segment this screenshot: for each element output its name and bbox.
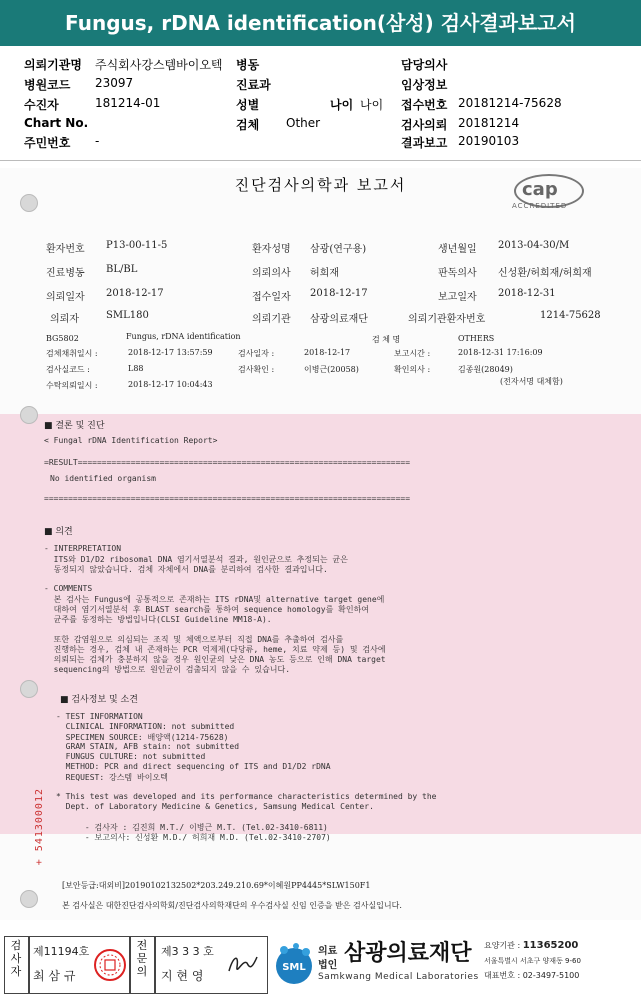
signature-footer [0,932,641,1000]
text-line: 진행하는 경우, 검체 내 존재하는 PCR 억제제(다당류, heme, 치료 약제 등) 및 검사에 [44,645,386,654]
doctor-name: 지 현 영 [161,969,204,983]
info-value: P13-00-11-5 [106,240,168,251]
label-specimen: 검체 [236,118,260,132]
text-line: FUNGUS CULTURE: not submitted [56,752,206,761]
org-english-name: Samkwang Medical Laboratories [318,972,479,982]
value-patient: 181214-01 [95,96,161,110]
inspector-name: 최 삼 규 [33,969,76,983]
text-line: 동정되지 않았습니다. 검체 자체에서 DNA를 분리하여 검사한 결과입니다. [44,565,328,574]
result-separator: =RESULT===================================================================== [44,458,411,467]
label-chart-no: Chart No. [24,116,89,130]
doctor-vertical-label: 전 문 의 [136,939,148,978]
text-line: CLINICAL INFORMATION: not submitted [56,722,235,731]
doctor-tag [130,936,156,994]
org-prefix: 법인 [318,960,338,971]
value-receipt-no: 20181214-75628 [458,96,562,110]
info-value: 1214-75628 [540,310,601,321]
value-report-date: 20190103 [458,134,520,148]
info-label: 의뢰일자 [46,292,85,303]
info-label: 의뢰기관환자번호 [408,314,486,325]
text-line: 의뢰되는 검체가 충분하지 않을 경우 원인균의 낮은 DNA 농도 등으로 인해 DNA target [44,655,386,664]
label-resident-no: 주민번호 [24,136,71,150]
text-line: REQUEST: 강스템 바이오텍 [56,773,168,782]
inspector-tag [4,936,30,994]
value-specimen: Other [286,116,321,130]
info-value: 허희재 [310,268,339,279]
value-hospital-code: 23097 [95,76,134,90]
label-department: 진료과 [236,78,271,92]
meta-label: 확인의사 : [394,365,431,374]
inspector-number: 제11194호 [33,945,90,958]
svg-text:SML: SML [282,962,306,973]
meta-label: 검사확인 : [238,365,275,374]
scanned-report [0,168,641,920]
info-value: BL/BL [106,264,138,275]
punch-hole [20,890,38,908]
org-phone: 대표번호 : 02-3497-5100 [484,971,580,980]
label-age: 나이 [330,98,354,112]
info-value: 신성환/허희재/허희재 [498,268,592,279]
label-ward: 병동 [236,58,260,72]
text-line: * This test was developed and its performance characteristics determined by the [56,792,437,801]
info-label: 의뢰기관 [252,314,291,325]
label-doctor: 담당의사 [401,58,448,72]
text-line: METHOD: PCR and direct sequencing of ITS and D1/D2 rDNA [56,762,331,771]
security-line: [보안등급:대외비]20190102132502*203.249.210.69*이혜원PP4445*SLW150F1 [62,881,371,890]
label-requester: 의뢰기관명 [24,58,82,72]
label-request-date: 검사의뢰 [401,118,448,132]
text-line: SPECIMEN SOURCE: 배양액(1214-75628) [56,733,229,742]
info-label: 판독의사 [438,268,477,279]
info-value: SML180 [106,310,149,321]
info-value: 2018-12-17 [106,288,164,299]
punch-hole [20,680,38,698]
label-clinical-info: 임상정보 [401,78,448,92]
meta-label: 검사실코드 : [46,365,90,374]
text-line: - INTERPRETATION [44,544,122,553]
info-value: 2018-12-17 [310,288,368,299]
org-code: 요양기관 : 11365200 [484,940,579,951]
value-resident-no: - [95,134,100,148]
label-patient: 수진자 [24,98,59,112]
seal-icon [93,947,127,983]
info-label: 환자번호 [46,244,85,255]
org-name: 삼광의료재단 [344,941,472,966]
meta-label: 검체채취일시 : [46,349,98,358]
meta-label: 수탁의뢰일시 : [46,381,98,390]
sml-logo-icon [270,940,318,988]
section-result: ■ 결론 및 진단 [44,421,105,431]
result-value: No identified organism [50,474,156,483]
value-requester: 주식회사강스템바이오텍 [95,58,223,72]
label-report-date: 결과보고 [401,136,448,150]
info-label: 보고일자 [438,292,477,303]
info-label: 의뢰자 [50,314,79,325]
label-receipt-no: 접수번호 [401,98,448,112]
text-line: ITS와 D1/D2 ribosomal DNA 염기서열분석 결과, 원인균으로 추정되는 균은 [44,555,348,564]
meta-value: L88 [128,364,144,373]
test-code: BG5802 [46,334,79,343]
section-opinion: ■ 의견 [44,527,73,537]
certification-line: 본 검사실은 대한진단검사의학회/진단검사의학재단의 우수검사실 신임 인증을 받은 검사실입니다. [62,901,402,910]
meta-value: 2018-12-17 13:57:59 [128,348,213,357]
info-label: 환자성명 [252,244,291,255]
text-line: 대하여 염기서열분석 후 BLAST search를 통하여 sequence homology를 확인하여 [44,605,370,614]
meta-value: 2018-12-17 [304,348,351,357]
meta-value: 이병근(20058) [304,365,359,374]
info-value: 2013-04-30/M [498,240,570,251]
info-label: 의뢰의사 [252,268,291,279]
org-address: 서울특별시 서초구 양재동 9-60 [484,957,581,965]
result-end-separator: ============================================================================ [44,494,411,503]
label-sex: 성별 [236,98,260,112]
info-value: 삼광의료재단 [310,314,368,325]
inspector-vertical-label: 검 사 자 [10,939,22,978]
info-value: 2018-12-31 [498,288,556,299]
meta-label: 보고시간 : [394,349,431,358]
text-line: 본 검사는 Fungus에 공통적으로 존재하는 ITS rDNA및 alternative target gene에 [44,595,385,604]
specimen-label: 검 체 명 [372,335,401,344]
doctor-box [154,936,268,994]
meta-value: 2018-12-17 10:04:43 [128,380,213,389]
info-label: 접수일자 [252,292,291,303]
value-age: 나이 [360,98,384,112]
meta-label: 검사일자 : [238,349,275,358]
meta-value: 김종원(28049) [458,365,513,374]
text-line: 또한 감염원으로 의심되는 조직 및 체액으로부터 직접 DNA를 추출하여 검사를 [44,635,344,644]
text-line: sequencing의 방법으로 원인균이 검출되지 않을 수 있습니다. [44,665,291,674]
report-title: Fungus, rDNA identification(삼성) 검사결과보고서 [0,0,641,46]
meta-value: 2018-12-31 17:16:09 [458,348,543,357]
section-test-info: ■ 검사정보 및 소견 [60,695,138,705]
test-name: Fungus, rDNA identification [126,332,241,341]
info-label: 생년월일 [438,244,477,255]
value-request-date: 20181214 [458,116,520,130]
text-line: - TEST INFORMATION [56,712,143,721]
signature-icon [225,949,261,979]
side-serial-number: + 541300012 [34,788,45,866]
text-line: 균주를 동정하는 방법입니다(CLSI Guideline MM18-A). [44,615,272,624]
text-line: Dept. of Laboratory Medicine & Genetics, Samsung Medical Center. [56,802,374,811]
text-line: - COMMENTS [44,584,93,593]
info-value: 삼광(연구용) [310,244,367,255]
text-line: - 검사자 : 김진희 M.T./ 이병근 M.T. (Tel.02-3410-6811) [56,823,328,832]
scan-title: 진단검사의학과 보고서 [234,176,407,194]
text-line: GRAM STAIN, AFB stain: not submitted [56,742,240,751]
specimen-value: OTHERS [458,334,495,343]
cap-accredited-logo: cap ACCREDITED [508,174,588,210]
punch-hole [20,194,38,212]
result-report-title: < Fungal rDNA Identification Report> [44,436,218,445]
info-label: 진료병동 [46,268,85,279]
punch-hole [20,406,38,424]
esign-note: (전자서명 대체함) [500,377,563,386]
org-prefix: 의료 [318,946,338,957]
doctor-number: 제3 3 3 호 [161,945,214,958]
inspector-box [28,936,130,994]
text-line: - 보고의사: 신성환 M.D./ 허희재 M.D. (Tel.02-3410-2707) [56,833,331,842]
header-divider [0,160,641,161]
label-hospital-code: 병원코드 [24,78,71,92]
